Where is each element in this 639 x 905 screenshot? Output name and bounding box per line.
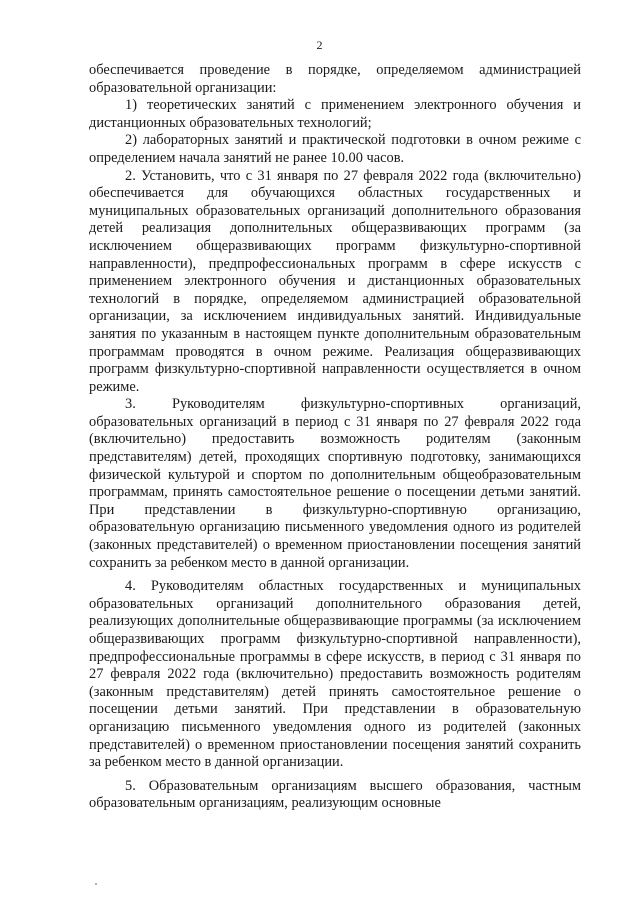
document-body — [89, 62, 581, 813]
paragraph-clause-4: 4. Руководителям областных государственных и муниципальных образовательных организаций дополнительного образования детей, реализующих дополнительные общеразвивающие программы (за исключением общеразвивающих программ физкультурно-спортивной направленности), предпрофессиональные программы в сфере искусств, в период с 31 января по 27 февраля 2022 года (включительно) предоставить возможность родителям (законным представителям) детей принять самостоятельное решение о посещении детьми занятий. При представлении в образовательную организацию письменного уведомления одного из родителей (законных представителей) о временном приостановлении посещения занятий сохранить за ребенком место в данной организации. — [89, 578, 581, 771]
scan-speck — [95, 883, 97, 885]
list-item-2: 2) лабораторных занятий и практической подготовки в очном режиме с определением начала занятий не ранее 10.00 часов. — [89, 132, 581, 166]
paragraph-continuation: обеспечивается проведение в порядке, определяемом администрацией образовательной организации: — [89, 62, 581, 96]
list-item-1: 1) теоретических занятий с применением электронного обучения и дистанционных образовательных технологий; — [89, 97, 581, 131]
page-number: 2 — [316, 38, 323, 52]
paragraph-clause-2: 2. Установить, что с 31 января по 27 февраля 2022 года (включительно) обеспечивается для обучающихся областных государственных и муниципальных образовательных организаций дополнительного образования детей реализация дополнительных общеразвивающих программ (за исключением общеразвивающих программ физкультурно-спортивной направленности), предпрофессиональных программ в сфере искусств с применением электронного обучения и дистанционных образовательных технологий в порядке, определяемом администрацией образовательной организации, за исключением индивидуальных занятий. Индивидуальные занятия по указанным в настоящем пункте дополнительным образовательным программам проводятся в очном режиме. Реализация общеразвивающих программ физкультурно-спортивной направленности осуществляется в очном режиме. — [89, 167, 581, 395]
paragraph-clause-3: 3. Руководителям физкультурно-спортивных организаций, образовательных организаций в период с 31 января по 27 февраля 2022 года (включительно) предоставить возможность родителям (законным представителям) детей, проходящих спортивную подготовку, занимающихся физической культурой и спортом по дополнительным общеобразовательным программам, принять самостоятельное решение о посещении детьми занятий. При представлении в физкультурно-спортивную организацию, образовательную организацию письменного уведомления одного из родителей (законных представителей) о временном приостановлении посещения занятий сохранить за ребенком место в данной организации. — [89, 396, 581, 571]
paragraph-clause-5: 5. Образовательным организациям высшего образования, частным образовательным организациям, реализующим основные — [89, 777, 581, 812]
